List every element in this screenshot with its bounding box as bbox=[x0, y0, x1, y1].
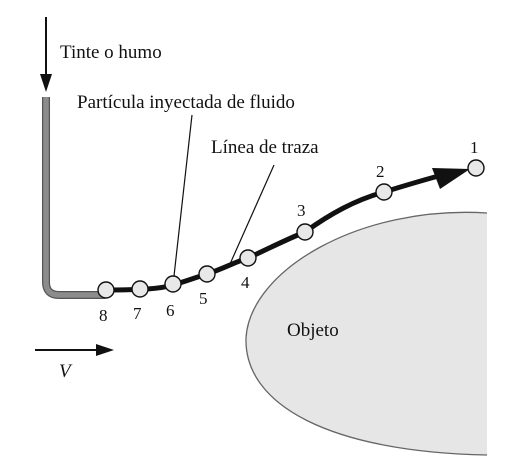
particle-1 bbox=[468, 160, 484, 176]
particle-label-1: 1 bbox=[470, 138, 479, 157]
dye-arrow-head bbox=[40, 74, 52, 92]
dye-tube-outline bbox=[46, 97, 105, 295]
particle-label-6: 6 bbox=[166, 301, 175, 320]
particle-6 bbox=[165, 276, 181, 292]
particle-8 bbox=[98, 282, 114, 298]
object-body bbox=[246, 212, 487, 455]
label-velocity: V bbox=[59, 361, 71, 382]
particle-3 bbox=[297, 224, 313, 240]
particle-label-2: 2 bbox=[376, 162, 385, 181]
label-object: Objeto bbox=[287, 320, 339, 341]
dye-tube bbox=[46, 97, 105, 295]
particle-label-3: 3 bbox=[297, 201, 306, 220]
particle-7 bbox=[132, 281, 148, 297]
particle-5 bbox=[199, 266, 215, 282]
particle-label-8: 8 bbox=[99, 306, 108, 325]
velocity-arrow-head bbox=[96, 344, 114, 356]
label-streakline: Línea de traza bbox=[211, 137, 319, 158]
label-injected-particle: Partícula inyectada de fluido bbox=[77, 92, 295, 113]
particle-4 bbox=[240, 250, 256, 266]
streakline-arrow-head bbox=[432, 168, 470, 189]
particle-label-5: 5 bbox=[199, 289, 208, 308]
label-dye-or-smoke: Tinte o humo bbox=[60, 42, 162, 63]
particle-label-7: 7 bbox=[133, 304, 142, 323]
particle-label-4: 4 bbox=[241, 273, 250, 292]
leader-injected-particle bbox=[174, 115, 192, 276]
particle-2 bbox=[376, 184, 392, 200]
